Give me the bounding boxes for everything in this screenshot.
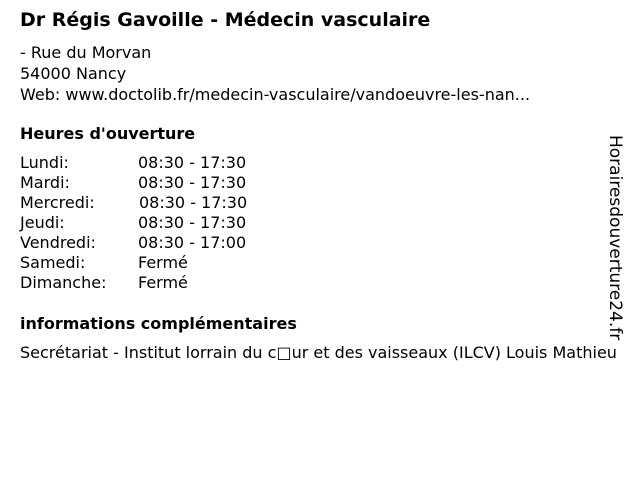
address-street: - Rue du Morvan (20, 43, 152, 62)
day-label: Mercredi: (20, 193, 95, 212)
time-value: 08:30 - 17:30 (138, 173, 247, 192)
hours-row-thursday (20, 213, 247, 233)
time-value: Fermé (138, 273, 188, 292)
time-value: 08:30 - 17:30 (139, 193, 248, 212)
day-label: Dimanche: (20, 273, 107, 292)
address-city: 54000 Nancy (20, 64, 127, 83)
time-value: Fermé (138, 253, 188, 272)
site-brand-vertical[interactable]: Horairesdouverture24.fr (605, 135, 625, 341)
hours-row-friday (20, 233, 247, 253)
website-link[interactable]: Web: www.doctolib.fr/medecin-vasculaire/vandoeuvre-les-nan... (20, 85, 531, 104)
additional-info-heading: informations complémentaires (20, 314, 297, 333)
hours-row-saturday (20, 253, 247, 273)
opening-hours-table (20, 153, 247, 293)
time-value: 08:30 - 17:00 (138, 233, 247, 252)
time-value: 08:30 - 17:30 (138, 153, 247, 172)
hours-row-monday (20, 153, 247, 173)
day-label: Lundi: (20, 153, 69, 172)
hours-row-wednesday (20, 193, 247, 213)
page-title: Dr Régis Gavoille - Médecin vasculaire (20, 9, 431, 31)
day-label: Mardi: (20, 173, 70, 192)
opening-hours-heading: Heures d'ouverture (20, 124, 196, 143)
time-value: 08:30 - 17:30 (138, 213, 247, 232)
hours-row-sunday (20, 273, 247, 293)
day-label: Samedi: (20, 253, 86, 272)
day-label: Jeudi: (20, 213, 65, 232)
additional-info-text: Secrétariat - Institut lorrain du c□ur et des vaisseaux (ILCV) Louis Mathieu (20, 343, 617, 362)
hours-row-tuesday (20, 173, 247, 193)
day-label: Vendredi: (20, 233, 96, 252)
